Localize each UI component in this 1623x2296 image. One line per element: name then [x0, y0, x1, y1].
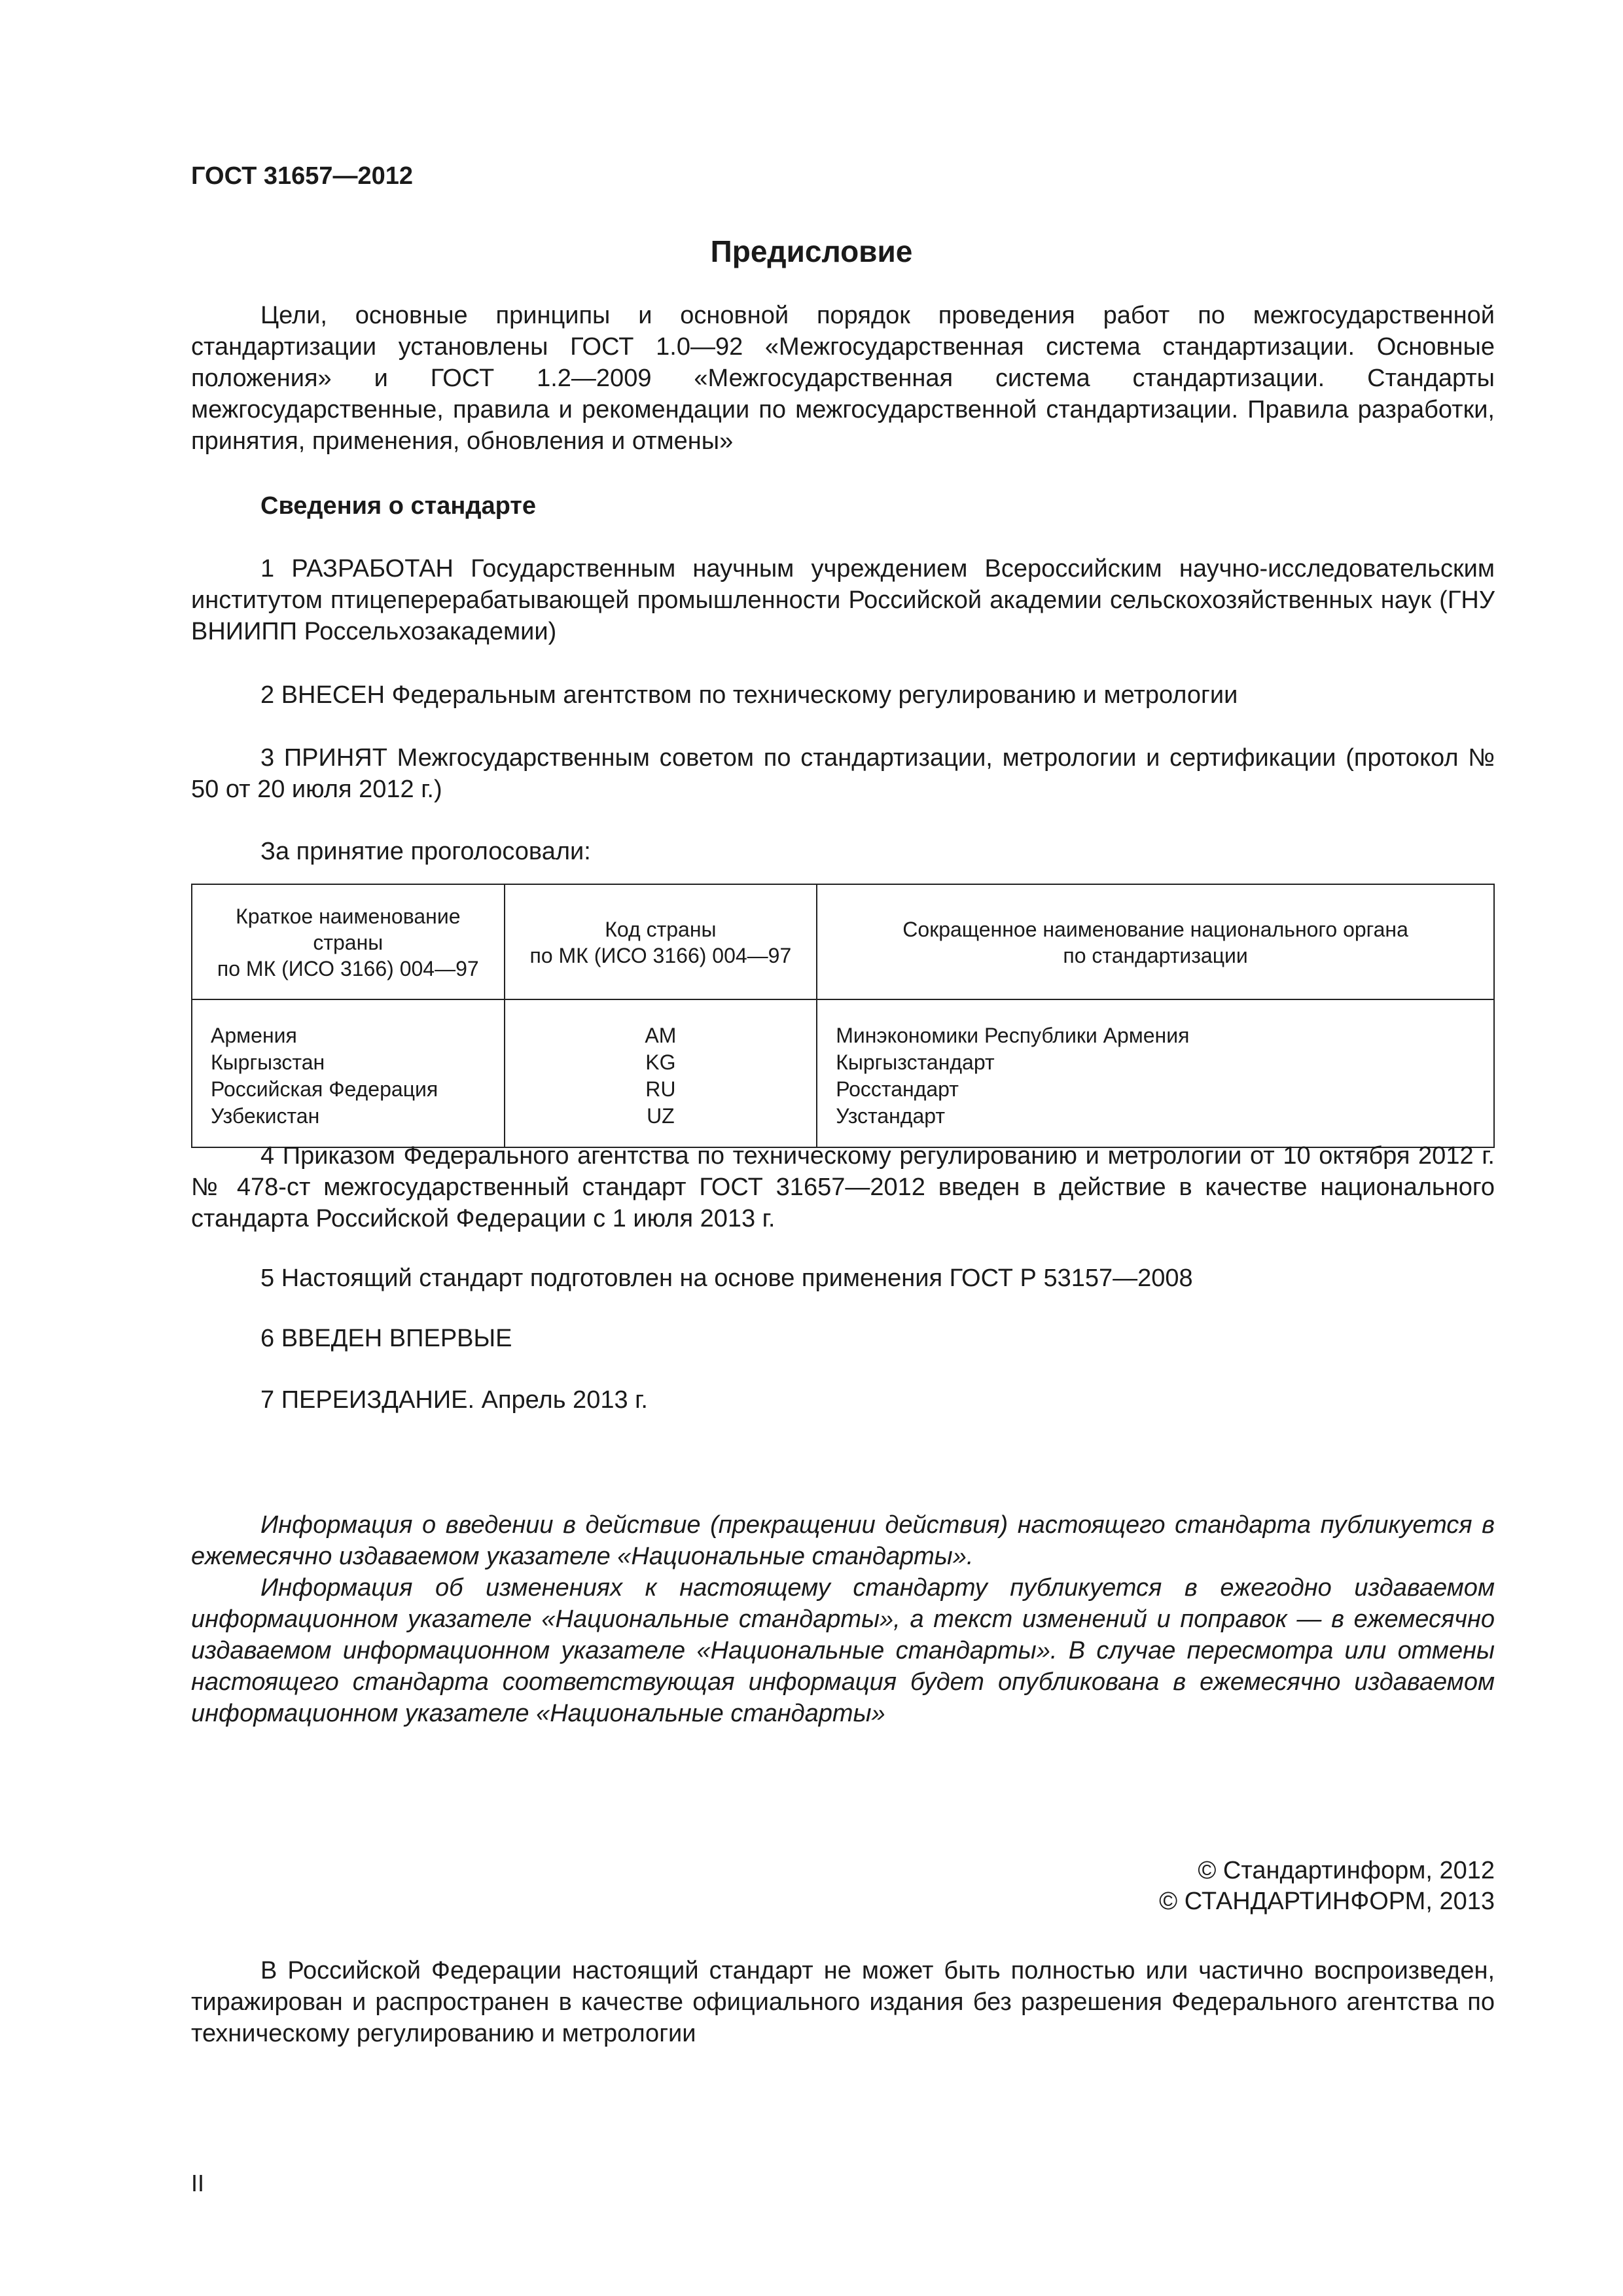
table-row: [192, 999, 1494, 1049]
country-name: Узбекистан: [192, 1103, 505, 1147]
copyright-2012: © Стандартинформ, 2012: [1198, 1857, 1495, 1884]
item-developed: 1 РАЗРАБОТАН Государственным научным учреждением Всероссийским научно-исследовательским институтом птицеперерабатывающей промышленности Российской академии сельскохозяйственных наук (ГНУ ВНИИПП Россельхозакадемии): [191, 555, 1495, 645]
country-name: Российская Федерация: [192, 1076, 505, 1103]
country-code: RU: [505, 1076, 817, 1103]
column-header-code: Код страны по МК (ИСО 3166) 004—97: [505, 884, 817, 999]
country-code: UZ: [505, 1103, 817, 1147]
restriction-paragraph: В Российской Федерации настоящий стандарт не может быть полностью или частично воспроизведен, тиражирован и распространен в качестве официального издания без разрешения Федерального агентства по техническому регулированию и метрологии: [191, 1957, 1495, 2047]
column-header-national-body: Сокращенное наименование национального органа по стандартизации: [817, 884, 1494, 999]
item-reissue: 7 ПЕРЕИЗДАНИЕ. Апрель 2013 г.: [260, 1386, 648, 1414]
item-introduced: 2 ВНЕСЕН Федеральным агентством по техническому регулированию и метрологии: [260, 681, 1238, 709]
page-title: Предисловие: [710, 234, 913, 268]
copyright-2013: © СТАНДАРТИНФОРМ, 2013: [1159, 1888, 1495, 1915]
document-code: ГОСТ 31657—2012: [191, 162, 414, 190]
item-adopted: 3 ПРИНЯТ Межгосударственным советом по стандартизации, метрологии и сертификации (протокол № 50 от 20 июля 2012 г.): [191, 744, 1495, 803]
intro-paragraph: Цели, основные принципы и основной порядок проведения работ по межгосударственной стандартизации установлены ГОСТ 1.0—92 «Межгосударственная система стандартизации. Основные положения» и ГОСТ 1.2—2009 «Межгосударственная система стандартизации. Стандарты межгосударственные, правила и рекомендации по межгосударственной стандартизации. Правила разработки, принятия, применения, обновления и отмены»: [191, 302, 1495, 455]
note-changes: Информация об изменениях к настоящему стандарту публикуется в ежегодно издаваемом информационном указателе «Национальные стандарты», а текст изменений и поправок — в ежемесячно издаваемом информационном указателе «Национальные стандарты». В случае пересмотра или отмены настоящего стандарта соответствующая информация будет опубликована в ежемесячно издаваемом информационном указателе «Национальные стандарты»: [191, 1574, 1495, 1727]
national-body: Росстандарт: [817, 1076, 1494, 1103]
item-first-introduced: 6 ВВЕДЕН ВПЕРВЫЕ: [260, 1325, 512, 1352]
country-name: Армения: [192, 999, 505, 1049]
national-body: Узстандарт: [817, 1103, 1494, 1147]
country-name: Кыргызстан: [192, 1049, 505, 1076]
page-number: II: [191, 2170, 205, 2197]
country-code: KG: [505, 1049, 817, 1076]
voted-label: За принятие проголосовали:: [260, 838, 591, 865]
column-header-country: Краткое наименование страны по МК (ИСО 3166) 004—97: [192, 884, 505, 999]
national-body: Минэкономики Республики Армения: [817, 999, 1494, 1049]
note-publication: Информация о введении в действие (прекращении действия) настоящего стандарта публикуется в ежемесячно издаваемом указателе «Национальные стандарты».: [191, 1511, 1495, 1570]
section-heading-info: Сведения о стандарте: [260, 492, 537, 520]
country-code: AM: [505, 999, 817, 1049]
table-header-row: [192, 884, 1494, 999]
item-order: 4 Приказом Федерального агентства по техническому регулированию и метрологии от 10 октября 2012 г. № 478-ст межгосударственный стандарт ГОСТ 31657—2012 введен в действие в качестве национального стандарта Российской Федерации с 1 июля 2013 г.: [191, 1142, 1495, 1232]
voting-table: [191, 884, 1495, 1148]
item-basis: 5 Настоящий стандарт подготовлен на основе применения ГОСТ Р 53157—2008: [260, 1265, 1193, 1292]
national-body: Кыргызстандарт: [817, 1049, 1494, 1076]
table-row: [192, 1076, 1494, 1103]
table-row: [192, 1049, 1494, 1076]
